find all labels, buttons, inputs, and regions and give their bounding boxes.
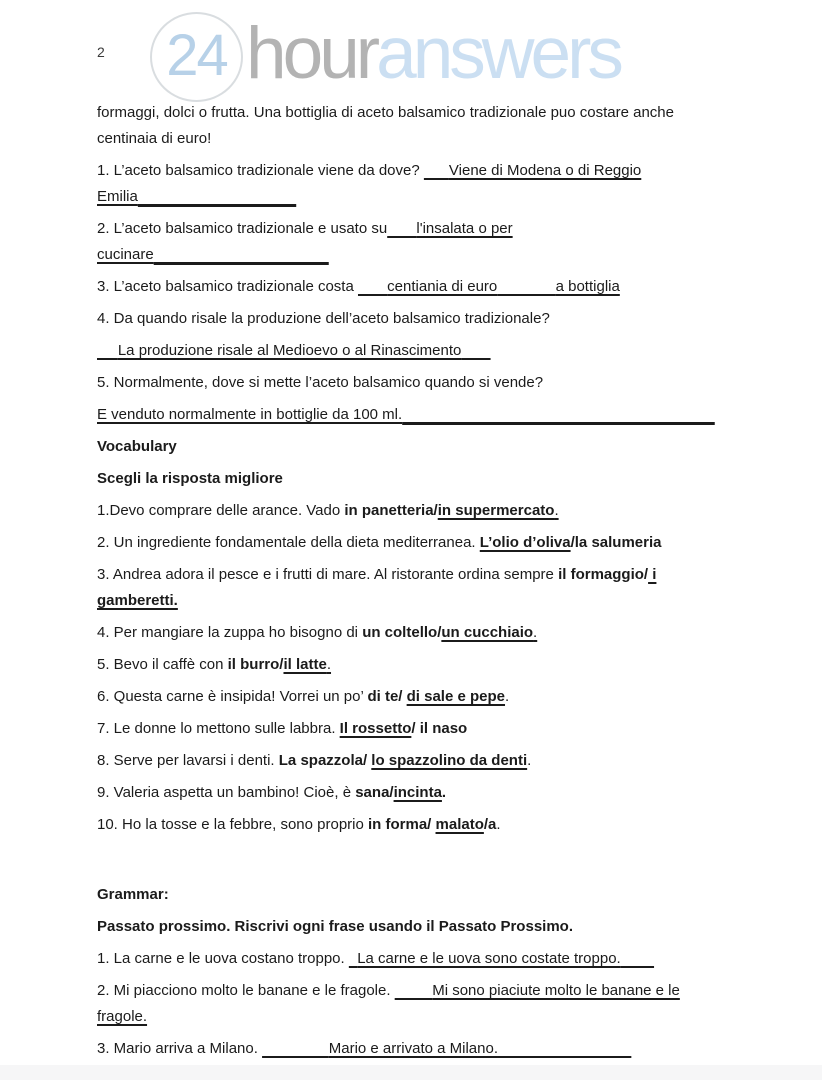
text-run: La carne e le uova sono costate troppo. <box>357 950 621 967</box>
text-run <box>621 950 654 967</box>
text-run: 2. L’aceto balsamico tradizionale e usato su <box>97 220 388 237</box>
vocab-item-9 <box>97 780 731 806</box>
text-run: / il naso <box>411 720 468 737</box>
text-run: fragole. <box>97 1008 148 1025</box>
text-run <box>262 1040 329 1057</box>
vocabulary-subheading <box>97 466 731 492</box>
text-run: 2. Un ingrediente fondamentale della dieta mediterranea. <box>97 534 480 551</box>
text-run: Grammar: <box>97 886 169 903</box>
answer-4 <box>97 338 731 364</box>
text-run: il burro/ <box>227 656 284 673</box>
text-run: incinta <box>393 784 442 801</box>
text-run: sana/ <box>355 784 394 801</box>
text-run <box>498 1040 631 1057</box>
text-run: a bottiglia <box>555 278 620 295</box>
vocab-item-10 <box>97 812 731 838</box>
text-run: Scegli la risposta migliore <box>97 470 283 487</box>
text-run: 5. Bevo il caffè con <box>97 656 228 673</box>
text-run: cucinare <box>97 246 154 263</box>
text-run <box>97 342 118 359</box>
text-run: Passato prossimo. Riscrivi ogni frase usando il Passato Prossimo. <box>97 918 573 935</box>
text-run: 5. Normalmente, dove si mette l’aceto balsamico quando si vende? <box>97 374 544 391</box>
text-run: 4. Da quando risale la produzione dell’aceto balsamico tradizionale? <box>97 310 550 327</box>
vocab-item-1 <box>97 498 731 524</box>
text-run: 1.Devo comprare delle arance. Vado <box>97 502 345 519</box>
text-run: 9. Valeria aspetta un bambino! Cioè, è <box>97 784 356 801</box>
text-run: i <box>648 566 657 583</box>
text-run: 3. L’aceto balsamico tradizionale costa <box>97 278 358 295</box>
text-run: . <box>505 688 510 705</box>
text-run: . <box>554 502 559 519</box>
text-run: . <box>527 752 532 769</box>
document-body <box>97 100 731 1068</box>
logo-circle-24-icon <box>150 12 243 102</box>
text-run: 8. Serve per lavarsi i denti. <box>97 752 279 769</box>
grammar-item-3 <box>97 1036 731 1062</box>
text-run <box>424 162 449 179</box>
site-logo <box>150 11 620 103</box>
text-run <box>154 246 329 263</box>
text-run: un cucchiaio <box>441 624 534 641</box>
vocab-item-7 <box>97 716 731 742</box>
page-bottom-edge <box>0 1065 822 1080</box>
text-run: . <box>326 656 332 673</box>
question-2 <box>97 216 731 268</box>
text-run: Mario e arrivato a Milano. <box>328 1040 498 1057</box>
vocab-item-3 <box>97 562 731 614</box>
logo-word-answers: answers <box>376 13 620 94</box>
text-run: di te/ <box>367 688 407 705</box>
text-run: 6. Questa carne è insipida! Vorrei un po’ <box>97 688 368 705</box>
text-run: 2. Mi piacciono molto le banane e le fragole. <box>97 982 395 999</box>
text-run: 1. La carne e le uova costano troppo. <box>97 950 349 967</box>
text-run: L’olio d’oliva <box>479 534 571 551</box>
question-1 <box>97 158 731 210</box>
grammar-item-1 <box>97 946 731 972</box>
logo-word-hour: hour <box>246 13 377 94</box>
page-number: 2 <box>97 44 105 60</box>
text-run <box>461 342 490 359</box>
text-run: Mi sono piaciute molto le banane e le <box>432 982 680 999</box>
grammar-subheading <box>97 914 731 940</box>
question-4 <box>97 306 731 332</box>
text-run: 3. Andrea adora il pesce e i frutti di mare. Al ristorante ordina sempre <box>97 566 559 583</box>
text-run: /la salumeria <box>570 534 662 551</box>
text-run <box>358 278 387 295</box>
text-run: 7. Le donne lo mettono sulle labbra. <box>97 720 340 737</box>
question-5 <box>97 370 731 396</box>
vocabulary-heading <box>97 434 731 460</box>
text-run: . <box>441 784 447 801</box>
text-run: Emilia <box>97 188 138 205</box>
text-run: . <box>496 816 501 833</box>
text-run: un coltello/ <box>362 624 442 641</box>
text-run: Il rossetto <box>339 720 412 737</box>
text-run <box>349 950 357 967</box>
text-run: il formaggio/ <box>558 566 649 583</box>
vocab-item-8 <box>97 748 731 774</box>
text-run: Vocabulary <box>97 438 177 455</box>
text-run: 1. L’aceto balsamico tradizionale viene da dove? <box>97 162 424 179</box>
question-3 <box>97 274 731 300</box>
grammar-heading <box>97 882 731 908</box>
text-run: La produzione risale al Medioevo o al Rinascimento <box>117 342 462 359</box>
text-run: formaggi, dolci o frutta. Una bottiglia di aceto balsamico tradizionale puo costare anche <box>97 104 674 121</box>
text-run: 10. Ho la tosse e la febbre, sono proprio <box>97 816 368 833</box>
text-run: lo spazzolino da denti <box>371 752 528 769</box>
text-run: /a <box>483 816 497 833</box>
answer-5 <box>97 402 731 428</box>
intro-paragraph <box>97 100 731 152</box>
text-run: in panetteria/ <box>344 502 438 519</box>
text-run: E venduto normalmente in bottiglie da 100 ml. <box>97 406 403 423</box>
text-run <box>387 220 416 237</box>
text-run: centinaia di euro! <box>97 130 212 147</box>
text-run: il latte <box>283 656 327 673</box>
vocab-item-4 <box>97 620 731 646</box>
text-run: gamberetti. <box>97 592 178 609</box>
text-run <box>402 406 715 423</box>
text-run <box>497 278 555 295</box>
text-run: in forma/ <box>368 816 436 833</box>
text-run: malato <box>435 816 484 833</box>
text-run <box>138 188 296 205</box>
text-run: l'insalata o per <box>416 220 513 237</box>
vocab-item-5 <box>97 652 731 678</box>
logo-number: 24 <box>166 22 227 88</box>
text-run: 4. Per mangiare la zuppa ho bisogno di <box>97 624 363 641</box>
text-run: di sale e pepe <box>406 688 506 705</box>
text-run <box>395 982 433 999</box>
text-run: centiania di euro <box>387 278 498 295</box>
text-run: . <box>533 624 538 641</box>
text-run: La spazzola/ <box>278 752 372 769</box>
text-run: in supermercato <box>437 502 555 519</box>
text-run: 3. Mario arriva a Milano. <box>97 1040 263 1057</box>
vocab-item-6 <box>97 684 731 710</box>
vocab-item-2 <box>97 530 731 556</box>
text-run: Viene di Modena o di Reggio <box>448 162 642 179</box>
logo-wordmark <box>246 9 620 99</box>
grammar-item-2 <box>97 978 731 1030</box>
